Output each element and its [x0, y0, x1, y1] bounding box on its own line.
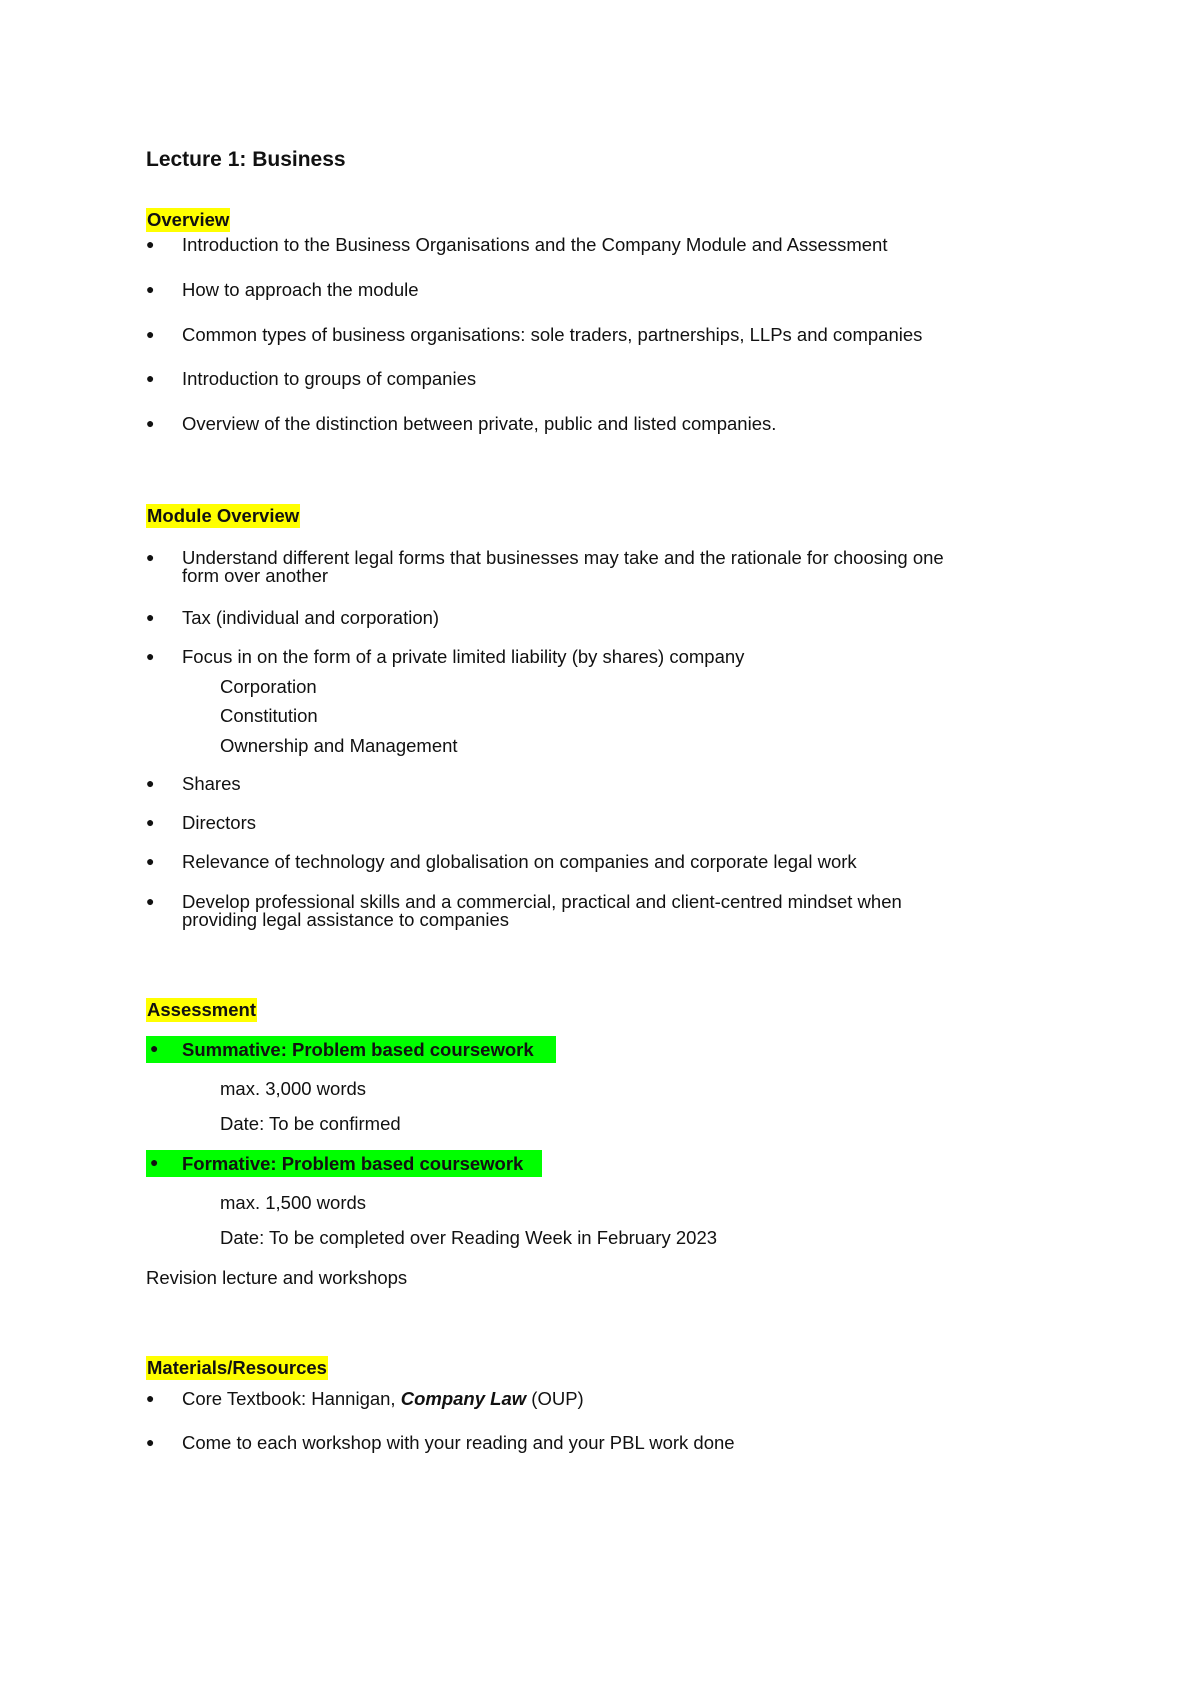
- summative-date: Date: To be confirmed: [220, 1113, 401, 1134]
- materials-heading: Materials/Resources: [147, 1357, 327, 1378]
- textbook-title: Company Law: [400, 1388, 527, 1409]
- sub-item: Constitution: [220, 705, 318, 726]
- sub-item: Ownership and Management: [220, 735, 458, 756]
- bullet-icon: ●: [146, 415, 155, 431]
- list-item-continuation: form over another: [182, 565, 329, 586]
- bullet-icon: ●: [146, 609, 155, 625]
- bullet-icon: ●: [146, 236, 155, 252]
- bullet-icon: ●: [146, 1434, 155, 1450]
- bullet-icon: ●: [150, 1154, 159, 1170]
- bullet-icon: ●: [150, 1040, 159, 1056]
- formative-words: max. 1,500 words: [220, 1192, 367, 1213]
- bullet-icon: ●: [146, 326, 155, 342]
- lecture-title: Lecture 1: Business: [146, 148, 346, 171]
- bullet-icon: ●: [146, 549, 155, 565]
- bullet-icon: ●: [146, 1390, 155, 1406]
- bullet-icon: ●: [146, 814, 155, 830]
- bullet-icon: ●: [146, 775, 155, 791]
- overview-heading: Overview: [147, 209, 230, 230]
- sub-item: Corporation: [220, 676, 317, 697]
- list-item-continuation: providing legal assistance to companies: [182, 909, 510, 930]
- bullet-icon: ●: [146, 853, 155, 869]
- formative-item: ● Formative: Problem based coursework: [146, 1150, 542, 1177]
- summative-words: max. 3,000 words: [220, 1078, 367, 1099]
- summative-item: ● Summative: Problem based coursework: [146, 1036, 556, 1063]
- bullet-icon: ●: [146, 648, 155, 664]
- bullet-icon: ●: [146, 370, 155, 386]
- bullet-icon: ●: [146, 893, 155, 909]
- formative-date: Date: To be completed over Reading Week in February 2023: [220, 1227, 718, 1248]
- bullet-icon: ●: [146, 281, 155, 297]
- revision-text: Revision lecture and workshops: [146, 1267, 408, 1288]
- textbook-prefix: Core Textbook: Hannigan,: [182, 1388, 401, 1409]
- assessment-heading: Assessment: [147, 999, 257, 1020]
- textbook-suffix: (OUP): [526, 1388, 584, 1409]
- document-page: Lecture 1: Business Overview ● Introduction to the Business Organisations and the Company Module and Assessment ● How to approach the module ● Common types of business organisations: sole traders, partnerships, LLPs and companies ● Introduction to groups of companies ● Overview of the distinction between private, public and listed companies. Module Overview ● Understand different legal forms that businesses may take and the rationale for choosing one form over another ● Tax (individual and corporation) ● Focus in on the form of a private limited liability (by shares) company Corporation Constitution Ownership and Management ● Shares ● Directors ● Relevance of technology and globalisation on companies and corporate legal work ● Develop professional skills and a commercial, practical and client-centred mindset when providing legal assistance to companies Assessment ● Summative: Problem based coursework max. 3,000 words Date: To be confirmed ● Formative: Problem based coursework max. 1,500 words Date: To be completed over Reading Week in February 2023 Revision lecture and workshops Materials/Resources ● Core Textbook: Hannigan, Company Law (OUP) ● Come to each workshop with your reading and your PBL work done: [146, 148, 944, 1453]
- module-overview-heading: Module Overview: [147, 505, 300, 526]
